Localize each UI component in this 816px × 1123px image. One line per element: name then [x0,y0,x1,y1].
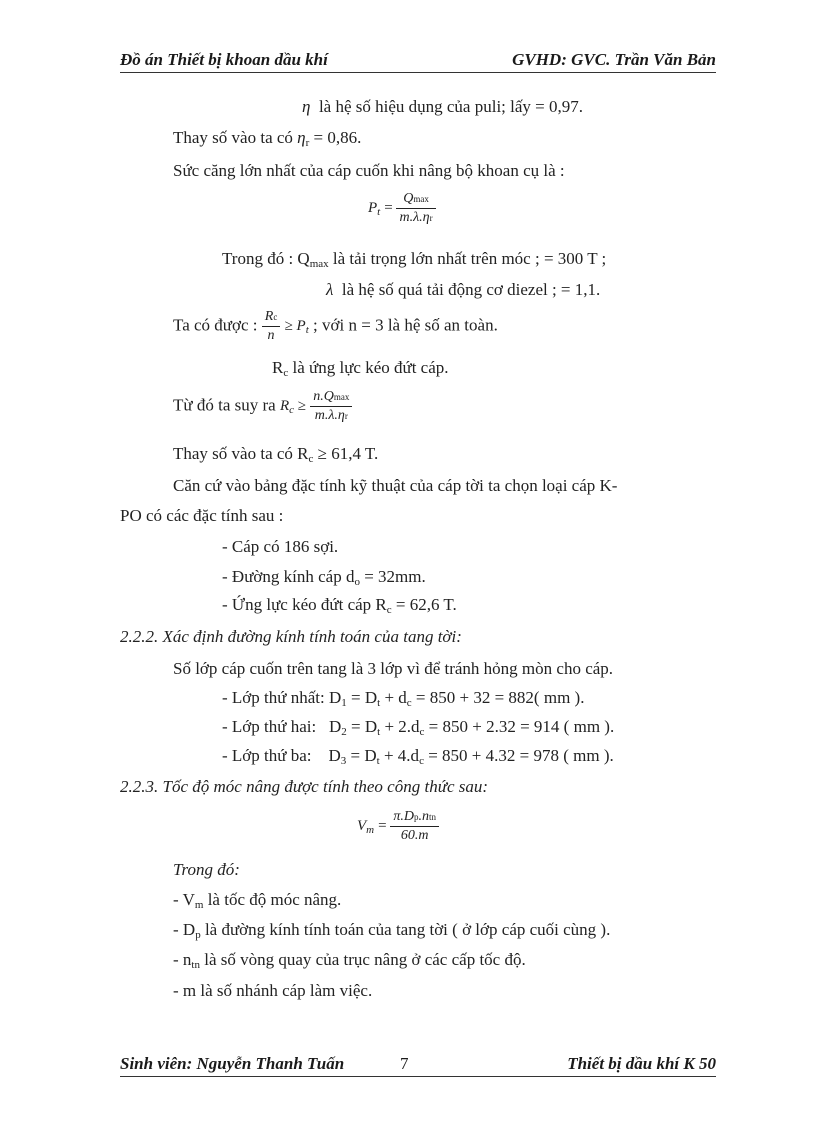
text: - n [173,950,192,969]
para-where: Trong đó: [173,860,240,879]
list-item [222,567,426,588]
text: Trong đó : Q [222,249,310,268]
subscript: t [377,726,381,738]
text: = 850 + 2.32 = 914 ( mm ). [428,717,615,736]
para-tension: Sức căng lớn nhất của cáp cuốn khi nâng bộ khoan cụ là : [173,161,565,180]
text: - Lớp thứ hai: D [222,717,342,736]
text: là đường kính tính toán của tang tời ( ở lớp cáp cuối cùng ). [204,920,611,939]
text: = D [350,746,377,765]
subscript: m [194,899,204,911]
list-item [222,746,614,767]
list-item [222,688,584,709]
fraction [390,808,439,845]
text: - Ứng lực kéo đứt cáp R [222,595,387,614]
math: 60.m [400,828,429,843]
para-lambda [326,280,600,300]
para-qmax [222,249,606,270]
footer-rule [120,1076,716,1077]
math: m.λ.η [399,210,430,225]
text: = 62,6 T. [395,595,457,614]
header-rule [120,72,716,73]
list-item: - m là số nhánh cáp làm việc. [173,981,373,1000]
math: ≥ P [284,318,306,335]
text: là hệ số quá tải động cơ diezel ; = 1,1. [341,280,601,299]
text: = 32mm. [364,567,426,586]
text: = D [351,717,378,736]
text: = D [351,688,378,707]
list-item [173,890,341,911]
subscript: p [195,929,201,941]
subscript: c [419,726,425,738]
text: ; với n = 3 là hệ số an toàn. [313,315,498,335]
subscript: c [273,312,278,322]
footer-left: Sinh viên: Nguyễn Thanh Tuấn [120,1054,345,1073]
para-selection-cont: PO có các đặc tính sau : [120,506,284,525]
subscript: m [366,824,375,837]
text: - Đường kính cáp d [222,567,355,586]
subscript: max [309,258,329,270]
subscript: t [377,697,381,709]
text: Thay số vào ta có [173,128,293,147]
subscript: max [413,194,429,204]
subscript: r [305,137,310,149]
subscript: c [386,604,392,616]
footer-right: Thiết bị dầu khí K 50 [567,1054,716,1073]
formula-pt: $P_t$ = $\frac{Qmax}{m.\lambda.\eta r}$ [368,190,436,227]
subscript: t [377,206,381,219]
math: R [264,309,274,324]
text: - D [173,920,196,939]
subscript: o [354,576,360,588]
text: + d [384,688,407,707]
para-rc-value [173,444,378,465]
math: R [279,398,290,415]
math: n.Q [313,389,334,404]
math: Q [403,191,414,206]
header-right: GVHD: GVC. Trần Văn Bản [512,50,716,69]
lambda-symbol: λ [326,280,334,299]
text: = 850 + 4.32 = 978 ( mm ). [428,746,614,765]
subscript: r [344,411,348,421]
subscript: 1 [341,697,347,709]
subscript: c [289,404,295,417]
text: Thay số vào ta có R [173,444,309,463]
para-selection: Căn cứ vào bảng đặc tính kỹ thuật của cáp tời ta chọn loại cáp K- [173,476,618,495]
para-rc [272,358,449,379]
text: ≥ 61,4 T. [317,444,379,463]
subscript: tn [191,959,200,971]
math: n [267,328,275,343]
eta-symbol: η [302,97,311,116]
text: là hệ số hiệu dụng của puli; lấy = 0,97. [318,97,584,116]
text: - V [173,890,195,909]
text: Từ đó ta suy ra [173,395,276,415]
fraction [396,190,435,227]
list-item [222,595,457,616]
para-condition [173,308,498,345]
list-item: - Cáp có 186 sợi. [222,537,339,556]
header-left: Đồ án Thiết bị khoan dầu khí [120,50,328,69]
subscript: c [308,453,314,465]
math: m.λ.η [314,408,345,423]
math: V [357,818,367,835]
subscript: c [419,755,424,767]
text: - Lớp thứ nhất: D [222,688,342,707]
eta-symbol: η [297,128,306,147]
page-number: 7 [400,1054,409,1073]
para-eta-r [173,128,361,149]
text: = 0,86. [313,128,362,147]
para-layers: Số lớp cáp cuốn trên tang là 3 lớp vì để tránh hỏng mòn cho cáp. [173,659,614,678]
formula-vm: $V_m$ = $\frac{\text{π.Dp.ntn}}{60.m}$ [357,808,439,845]
subscript: tn [428,812,436,822]
subscript: t [376,755,380,767]
fraction [262,308,281,345]
text: là số vòng quay của trục nâng ở các cấp tốc độ. [204,950,526,969]
math: P [368,200,378,217]
text: - Lớp thứ ba: D [222,746,341,765]
list-item [222,717,614,738]
subscript: r [429,213,433,223]
text: + 2.d [384,717,420,736]
text: = 850 + 32 = 882( mm ). [415,688,585,707]
section-heading: 2.2.3. Tốc độ móc nâng được tính theo công thức sau: [120,777,489,796]
text: là ứng lực kéo đứt cáp. [292,358,449,377]
text: là tốc độ móc nâng. [207,890,342,909]
para-infer: Từ đó ta suy ra $R_c$ ≥ $\frac{n.Qmax}{m.\lambda.\eta r}$ [173,388,352,425]
text: Ta có được : [173,315,258,335]
text: R [272,358,284,377]
subscript: t [305,324,309,337]
fraction [310,388,352,425]
text: là tải trọng lớn nhất trên móc ; = 300 T ; [332,249,607,268]
para-eta [302,97,583,117]
section-heading: 2.2.2. Xác định đường kính tính toán của tang tời: [120,627,462,646]
subscript: 3 [340,755,347,767]
list-item [173,950,526,971]
math: .n [418,809,429,824]
text: + 4.d [383,746,420,765]
subscript: c [406,697,412,709]
subscript: p [413,812,419,822]
subscript: 2 [341,726,347,738]
list-item [173,920,610,941]
subscript: max [333,392,350,402]
subscript: c [283,367,289,379]
math: π.D [393,809,414,824]
